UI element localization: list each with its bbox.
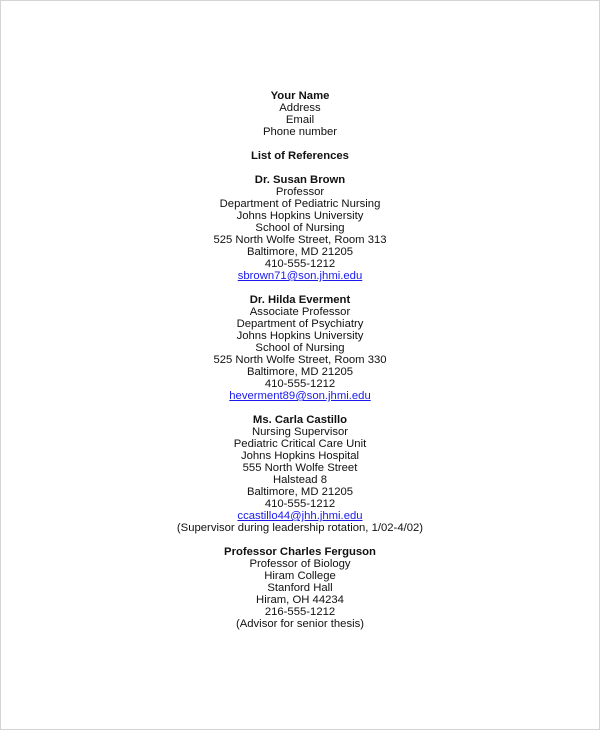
applicant-phone: Phone number — [262, 126, 338, 138]
applicant-address: Address — [279, 102, 321, 114]
reference-detail: Nursing Supervisor — [251, 426, 349, 438]
reference-note: (Advisor for senior thesis) — [235, 618, 365, 630]
reference-detail: Baltimore, MD 21205 — [246, 486, 354, 498]
reference-detail: Hiram, OH 44234 — [256, 594, 344, 606]
reference-name: Professor Charles Ferguson — [224, 546, 376, 558]
reference-detail: Johns Hopkins University — [236, 330, 364, 342]
applicant-name: Your Name — [270, 90, 330, 102]
reference-email-link[interactable]: sbrown71@son.jhmi.edu — [237, 270, 363, 282]
reference-email-link[interactable]: heverment89@son.jhmi.edu — [229, 390, 371, 402]
reference-detail: Professor — [275, 186, 325, 198]
reference-detail: Johns Hopkins University — [236, 210, 364, 222]
reference-detail: Hiram College — [264, 570, 336, 582]
document-title: List of References — [251, 150, 349, 162]
reference-entry — [1, 162, 599, 282]
reference-list — [1, 162, 599, 630]
references-content — [1, 90, 599, 630]
reference-email-line — [1, 510, 599, 522]
reference-email-line — [1, 270, 599, 282]
reference-detail: Halstead 8 — [272, 474, 327, 486]
applicant-email: Email — [285, 114, 315, 126]
reference-detail: Baltimore, MD 21205 — [246, 246, 354, 258]
reference-detail: 410-555-1212 — [264, 378, 336, 390]
reference-name: Dr. Susan Brown — [254, 174, 346, 186]
reference-entry — [1, 282, 599, 402]
reference-email-line — [1, 390, 599, 402]
reference-detail: School of Nursing — [255, 342, 345, 354]
reference-detail: 216-555-1212 — [264, 606, 336, 618]
reference-detail: School of Nursing — [255, 222, 345, 234]
reference-email-link[interactable]: ccastillo44@jhh.jhmi.edu — [237, 510, 363, 522]
reference-detail: Department of Psychiatry — [236, 318, 364, 330]
reference-detail: 555 North Wolfe Street — [242, 462, 358, 474]
reference-detail: Stanford Hall — [267, 582, 333, 594]
reference-note: (Supervisor during leadership rotation, 1/02-4/02) — [176, 522, 424, 534]
reference-detail: 410-555-1212 — [264, 498, 336, 510]
reference-detail: Professor of Biology — [249, 558, 351, 570]
reference-detail: Pediatric Critical Care Unit — [233, 438, 367, 450]
reference-detail: 525 North Wolfe Street, Room 313 — [213, 234, 387, 246]
reference-detail: Johns Hopkins Hospital — [240, 450, 360, 462]
reference-entry — [1, 402, 599, 534]
reference-name: Dr. Hilda Everment — [249, 294, 351, 306]
reference-detail: Baltimore, MD 21205 — [246, 366, 354, 378]
reference-name: Ms. Carla Castillo — [252, 414, 348, 426]
reference-detail: Associate Professor — [249, 306, 351, 318]
reference-entry — [1, 534, 599, 630]
reference-detail: 525 North Wolfe Street, Room 330 — [213, 354, 387, 366]
reference-detail: Department of Pediatric Nursing — [219, 198, 381, 210]
reference-detail: 410-555-1212 — [264, 258, 336, 270]
